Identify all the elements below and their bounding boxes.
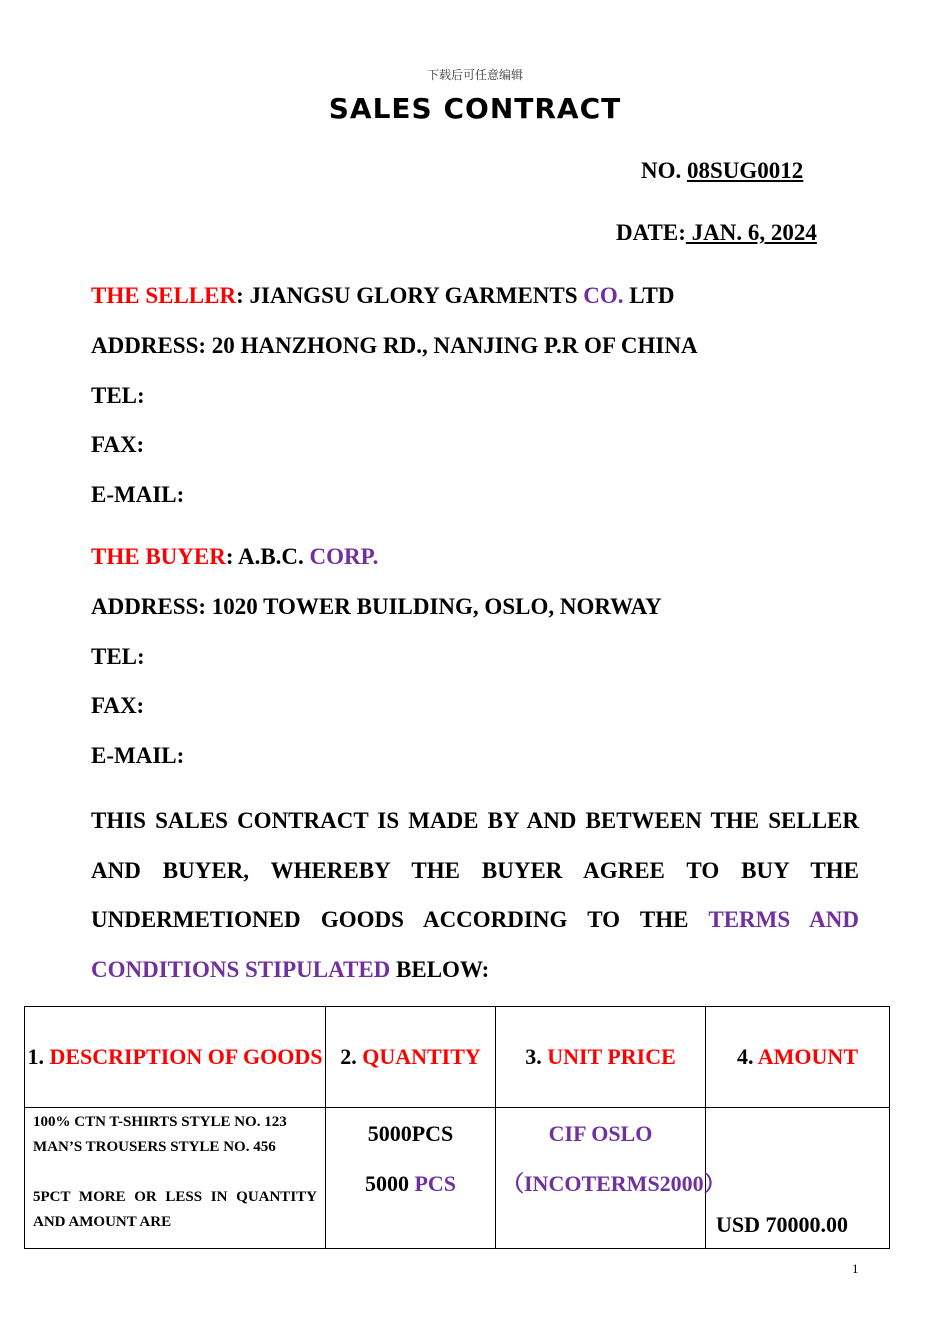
seller-name-1: : JIANGSU GLORY GARMENTS [236,283,584,308]
buyer-address: ADDRESS: 1020 TOWER BUILDING, OSLO, NORWAY [91,594,662,619]
contract-date [616,220,817,246]
intro-text-1: THIS SALES CONTRACT IS MADE BY AND BETWEEN THE SELLER AND BUYER, WHEREBY THE BUYER AGREE TO BUY THE UNDERMETIONED GOODS ACCORDING TO THE [91,808,859,933]
header-unit-price-num: 3. [525,1044,548,1069]
buyer-email: E-MAIL: [91,743,185,768]
seller-label: THE SELLER [91,283,237,308]
contract-number [641,158,803,184]
buyer-name-2: CORP. [309,544,379,569]
table-row [25,1108,890,1249]
quantity-2-unit: PCS [414,1171,457,1196]
quantity-line-2 [326,1159,495,1209]
table-header-row [25,1007,890,1108]
header-description-num: 1. [27,1044,50,1069]
buyer-name-1: : A.B.C. [225,544,310,569]
contract-date-label: DATE: [616,220,686,245]
header-amount-label: AMOUNT [757,1044,858,1069]
seller-tel: TEL: [91,383,145,408]
seller-name-3: LTD [623,283,675,308]
contract-date-value: JAN. 6, 2024 [685,220,817,245]
header-description-label: DESCRIPTION OF GOODS [49,1044,323,1069]
header-note: 下载后可任意编辑 [426,68,523,82]
header-amount-num: 4. [736,1044,758,1069]
document-title: SALES CONTRACT [328,92,622,125]
seller-email: E-MAIL: [91,482,185,507]
header-quantity-num: 2. [340,1044,363,1069]
amount-cell [706,1108,890,1249]
seller-address: ADDRESS: 20 HANZHONG RD., NANJING P.R OF CHINA [91,333,698,358]
unit-price-cell [496,1108,726,1249]
description-line-2: MAN’S TROUSERS STYLE NO. 456 [33,1139,276,1155]
contract-number-label: NO. [641,158,682,183]
header-unit-price-label: UNIT PRICE [547,1044,676,1069]
header-quantity [326,1007,496,1108]
seller-line [91,283,674,309]
quantity-cell [326,1108,496,1249]
header-description [25,1007,326,1108]
quantity-2-number: 5000 [364,1171,415,1196]
seller-fax: FAX: [91,432,145,457]
header-quantity-label: QUANTITY [362,1044,481,1069]
description-line-1: 100% CTN T-SHIRTS STYLE NO. 123 [33,1114,287,1130]
quantity-line-1: 5000PCS [367,1121,454,1146]
header-unit-price [496,1007,706,1108]
description-line-3: 5PCT MORE OR LESS IN QUANTITY AND AMOUNT ARE [33,1189,317,1230]
intro-terms-highlight: TERMS AND CONDITIONS STIPULATED [91,907,860,983]
goods-description-cell [25,1108,326,1249]
amount-value: USD 70000.00 [716,1212,849,1237]
buyer-line [91,544,378,570]
buyer-label: THE BUYER [91,544,226,569]
contract-number-value: 08SUG0012 [687,158,804,183]
buyer-fax: FAX: [91,693,145,718]
page-number: 1 [852,1261,859,1276]
buyer-tel: TEL: [91,644,145,669]
unit-price-text: CIF OSLO（INCOTERMS2000） [502,1121,726,1196]
header-amount [706,1007,890,1108]
goods-table [24,1006,890,1249]
intro-paragraph [91,796,859,995]
intro-text-3: BELOW: [390,957,490,983]
seller-name-2: CO. [583,283,624,308]
